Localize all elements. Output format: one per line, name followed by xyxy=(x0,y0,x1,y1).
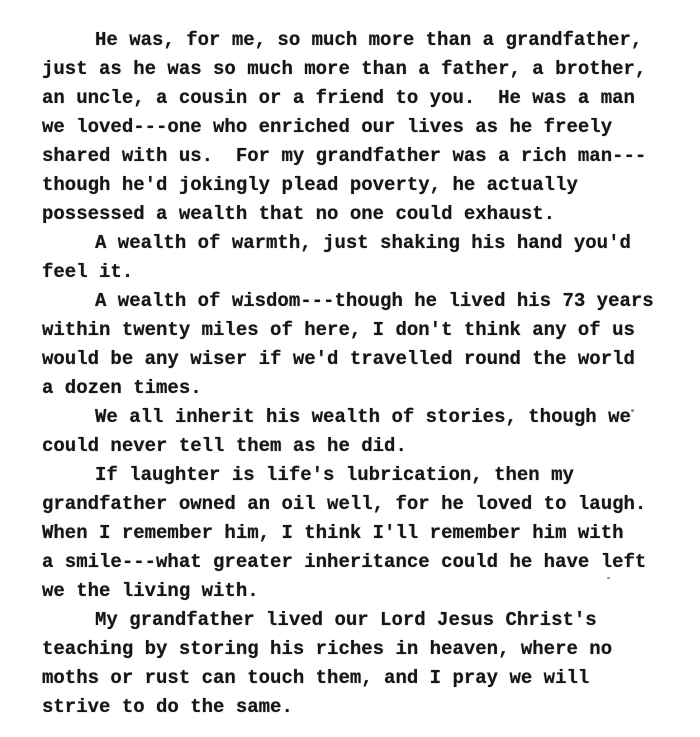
text-line: grandfather owned an oil well, for he loved to laugh. xyxy=(42,493,647,515)
paragraph xyxy=(42,403,672,461)
text-line: teaching by storing his riches in heaven, where no xyxy=(42,638,613,660)
text-line: feel it. xyxy=(42,261,134,283)
text-line: within twenty miles of here, I don't think any of us xyxy=(42,319,635,341)
document-body xyxy=(42,26,672,722)
paragraph xyxy=(42,229,672,287)
text-line: My grandfather lived our Lord Jesus Christ's xyxy=(95,609,597,631)
text-line: a dozen times. xyxy=(42,377,202,399)
text-line: we loved---one who enriched our lives as he freely xyxy=(42,116,613,138)
text-line: could never tell them as he did. xyxy=(42,435,407,457)
text-line: If laughter is life's lubrication, then my xyxy=(95,464,574,486)
text-line: though he'd jokingly plead poverty, he actually xyxy=(42,174,578,196)
text-line: A wealth of wisdom---though he lived his 73 years xyxy=(95,290,654,312)
text-line: A wealth of warmth, just shaking his hand you'd xyxy=(95,232,631,254)
text-line: shared with us. For my grandfather was a rich man--- xyxy=(42,145,647,167)
scan-speck xyxy=(631,409,634,412)
text-line: an uncle, a cousin or a friend to you. He was a man xyxy=(42,87,635,109)
text-line: When I remember him, I think I'll remember him with xyxy=(42,522,624,544)
text-line: moths or rust can touch them, and I pray we will xyxy=(42,667,590,689)
text-line: possessed a wealth that no one could exhaust. xyxy=(42,203,556,225)
paragraph xyxy=(42,461,672,606)
text-line: would be any wiser if we'd travelled round the world xyxy=(42,348,635,370)
paragraph xyxy=(42,606,672,722)
paragraph xyxy=(42,287,672,403)
text-line: strive to do the same. xyxy=(42,696,293,718)
scan-speck xyxy=(607,577,610,579)
text-line: a smile---what greater inheritance could he have left xyxy=(42,551,647,573)
paragraph xyxy=(42,26,672,229)
text-line: we the living with. xyxy=(42,580,259,602)
text-line: We all inherit his wealth of stories, though we xyxy=(95,406,631,428)
text-line: He was, for me, so much more than a grandfather, xyxy=(95,29,643,51)
text-line: just as he was so much more than a father, a brother, xyxy=(42,58,647,80)
